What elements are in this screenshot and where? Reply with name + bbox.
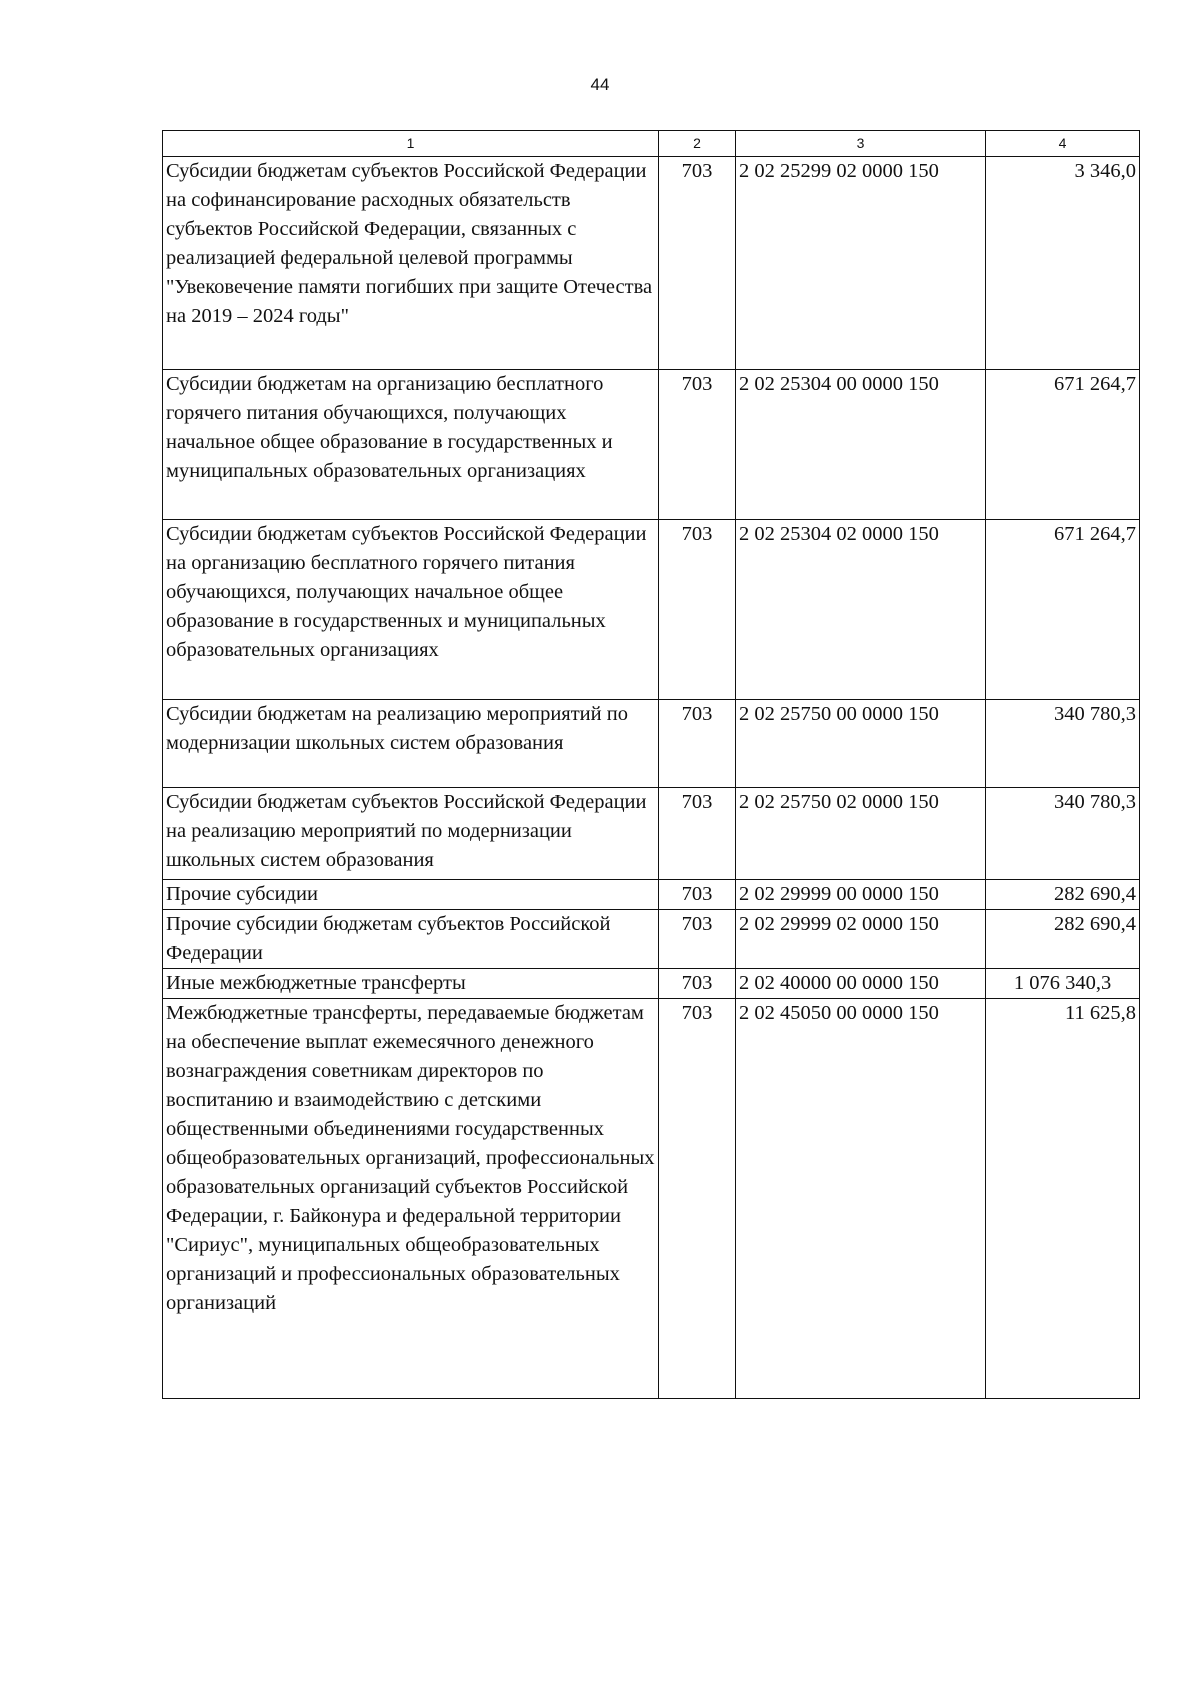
column-header-1: 1 [163,131,659,157]
row-name: Межбюджетные трансферты, передаваемые бюджетам на обеспечение выплат ежемесячного денежного вознаграждения советникам директоров по воспитанию и взаимодействию с детскими общественными объединениями государственных общеобразовательных организаций, профессиональных образовательных организаций субъектов Российской Федерации, г. Байконура и федеральной территории "Сириус", муниципальных общеобразовательных организаций и профессиональных образовательных организаций [163,999,659,1399]
row-kbk-code: 2 02 29999 02 0000 150 [736,910,986,969]
row-amount: 671 264,7 [986,370,1140,520]
table-row [163,157,1140,370]
row-name: Прочие субсидии [163,880,659,910]
row-kbk-code: 2 02 25304 00 0000 150 [736,370,986,520]
column-header-4: 4 [986,131,1140,157]
row-amount: 671 264,7 [986,520,1140,700]
table-row [163,370,1140,520]
row-code: 703 [659,969,736,999]
row-amount: 282 690,4 [986,880,1140,910]
page-number: 44 [590,75,610,94]
row-name: Субсидии бюджетам на реализацию мероприятий по модернизации школьных систем образования [163,700,659,788]
budget-table [162,130,1140,1399]
table-row [163,910,1140,969]
row-name: Иные межбюджетные трансферты [163,969,659,999]
column-header-3: 3 [736,131,986,157]
row-code: 703 [659,157,736,370]
table-row [163,969,1140,999]
table-row [163,999,1140,1399]
header-row [163,131,1140,157]
table-row [163,880,1140,910]
row-code: 703 [659,788,736,880]
column-header-2: 2 [659,131,736,157]
row-name: Субсидии бюджетам субъектов Российской Федерации на софинансирование расходных обязательств субъектов Российской Федерации, связанных с реализацией федеральной целевой программы "Увековечение памяти погибших при защите Отечества на 2019 – 2024 годы" [163,157,659,370]
row-name: Субсидии бюджетам субъектов Российской Федерации на реализацию мероприятий по модернизации школьных систем образования [163,788,659,880]
row-name: Субсидии бюджетам на организацию бесплатного горячего питания обучающихся, получающих начальное общее образование в государственных и муниципальных образовательных организациях [163,370,659,520]
table-row [163,520,1140,700]
row-code: 703 [659,999,736,1399]
row-name: Прочие субсидии бюджетам субъектов Российской Федерации [163,910,659,969]
row-code: 703 [659,370,736,520]
row-amount: 340 780,3 [986,700,1140,788]
row-code: 703 [659,700,736,788]
table-row [163,700,1140,788]
row-amount: 1 076 340,3 [986,969,1140,999]
row-code: 703 [659,880,736,910]
row-code: 703 [659,910,736,969]
row-kbk-code: 2 02 25304 02 0000 150 [736,520,986,700]
row-amount: 11 625,8 [986,999,1140,1399]
row-amount: 3 346,0 [986,157,1140,370]
row-kbk-code: 2 02 40000 00 0000 150 [736,969,986,999]
row-amount: 282 690,4 [986,910,1140,969]
row-code: 703 [659,520,736,700]
row-kbk-code: 2 02 45050 00 0000 150 [736,999,986,1399]
row-kbk-code: 2 02 25750 00 0000 150 [736,700,986,788]
row-kbk-code: 2 02 25750 02 0000 150 [736,788,986,880]
row-name: Субсидии бюджетам субъектов Российской Федерации на организацию бесплатного горячего питания обучающихся, получающих начальное общее образование в государственных и муниципальных образовательных организациях [163,520,659,700]
row-kbk-code: 2 02 29999 00 0000 150 [736,880,986,910]
row-amount: 340 780,3 [986,788,1140,880]
row-kbk-code: 2 02 25299 02 0000 150 [736,157,986,370]
table-row [163,788,1140,880]
